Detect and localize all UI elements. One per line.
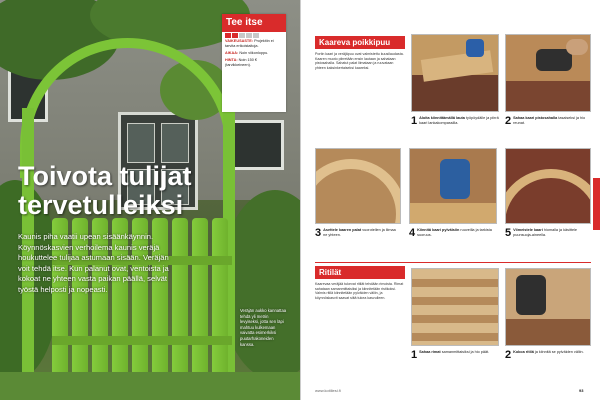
page-number: 93 (579, 388, 584, 393)
rating-block-off (239, 33, 245, 38)
section-text-arch: Portin kaari ja veräjäpuu ovat valmistettu kuusilaudasta. Kaaren muoto piirretään ensin lautaan ja sahataan pistosahalla. Sahatut palat liimataan ja ruuvataan yhteen kaksinkertaiseksi kaareksi. (315, 52, 404, 70)
tip-box (222, 14, 286, 112)
tip-line: VAIKEUSASTE: Projektiin ei tarvita erikoistaitoja. (225, 39, 274, 48)
step-photo-2 (505, 34, 591, 112)
tip-line: AIKAA: Noin viikonloppu. (225, 51, 269, 55)
photo-caption: Veräjän aukko kannattaa tehdä yli metrin levyiseksi, jotta sen läpi mahtuu kulkemaan vaivatta esimerkiksi puutarhakoneiden kanssa. (240, 308, 287, 347)
footer-url: www.kotiliesi.fi (315, 388, 341, 393)
tip-line: HINTA: Noin 150 € (tarvikkeineen). (225, 58, 258, 67)
step-3: 3 Asettele kaaren palat vuorotellen ja liimaa ne yhteen. (315, 227, 396, 239)
step-photo-lattice-1 (411, 268, 499, 346)
section-text-lattice: Kaarevaa veräjää tukevat ritilät tehdään rimoista. Rimat sahataan samanmittaisiksi ja kiinnitetään ristikoksi. Valmis ritilä kiinnitetään pylväiden väliin, ja köynnöskasvit saavat siitä tukea kasvulleen. (315, 282, 404, 300)
difficulty-rating (222, 32, 286, 39)
step-photo-3 (315, 148, 401, 224)
step-lattice-2: 2 Kokoa ritilä ja kiinnitä se pylväiden väliin. (505, 349, 584, 361)
rating-block-off (253, 33, 259, 38)
step-photo-5 (505, 148, 591, 224)
rating-block-on (225, 33, 231, 38)
ground (0, 372, 300, 400)
step-lattice-1: 1 Sahaa rimat samanmittaisiksi ja hio päät. (411, 349, 490, 361)
lead-paragraph: Kaunis piha vaatii upean sisäänkäynnin. Köynnöskasvien verhoilema kaunis veräjä houkuttelee tulijaa astumaan sisään. Veräjän voit tehdä itse. Kun palanut ovat, ventoista ja kokoat ne yhteen vasta paikan päällä, selvät työstä helposti ja nopeasti. (18, 232, 169, 294)
step-photo-4 (409, 148, 497, 224)
step-4: 4 Kiinnitä kaari pylväisiin ruuveilla ja tarkista suoruus. (409, 227, 492, 239)
step-2: 2 Sahaa kaari pistosahalla tasaiseksi ja hio reunat. (505, 115, 586, 127)
step-photo-1 (411, 34, 499, 112)
step-1: 1 Aloita kiinnittämällä lauta työpöydälle ja piirrä kaari lankakompassilla. (411, 115, 499, 127)
rating-block-on (232, 33, 238, 38)
right-page (300, 0, 600, 400)
step-5: 5 Viimeistele kaari hiomalla ja käsittele puunsuoja-aineella. (505, 227, 578, 239)
headline: Toivota tulijat tervetulleiksi (18, 161, 192, 220)
page-edge-tab (593, 178, 600, 230)
rating-block-off (246, 33, 252, 38)
section-title-lattice: Ritilät (315, 266, 405, 279)
section-title-arch: Kaareva poikkipuu (315, 36, 405, 49)
section-divider (315, 262, 591, 263)
tip-box-title: Tee itse (222, 14, 286, 32)
step-photo-lattice-2 (505, 268, 591, 346)
